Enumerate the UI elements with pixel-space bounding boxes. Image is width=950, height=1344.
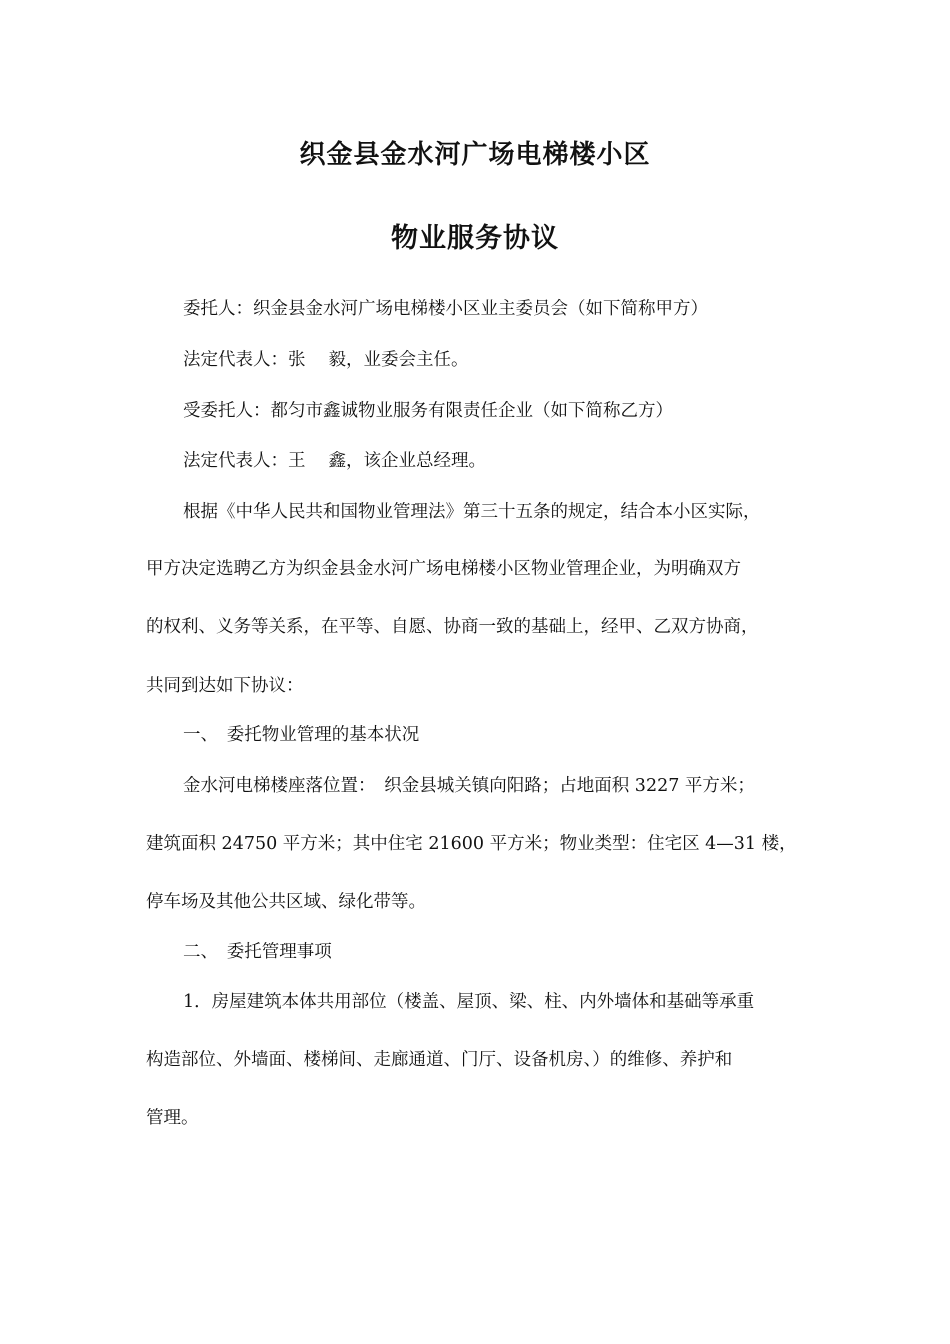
paragraph-basis-line4: 共同到达如下协议： <box>146 676 304 696</box>
paragraph-basis-line2: 甲方决定选聘乙方为织金县金水河广场电梯楼小区物业管理企业，为明确双方 <box>146 559 741 579</box>
paragraph-item1-line2: 构造部位、外墙面、楼梯间、走廊通道、门厅、设备机房、）的维修、养护和 <box>146 1050 733 1070</box>
paragraph-basis-line1: 根据《中华人民共和国物业管理法》第三十五条的规定，结合本小区实际， <box>183 502 761 522</box>
paragraph-location-line3: 停车场及其他公共区域、绿化带等。 <box>146 892 426 912</box>
paragraph-principal-representative: 法定代表人：张 毅，业委会主任。 <box>183 350 469 370</box>
paragraph-agent-representative: 法定代表人：王 鑫，该企业总经理。 <box>183 451 487 471</box>
paragraph-principal: 委托人：织金县金水河广场电梯楼小区业主委员会（如下简称甲方） <box>183 299 708 319</box>
section-heading-2: 二、 委托管理事项 <box>183 942 332 962</box>
document-title-line1: 织金县金水河广场电梯楼小区 <box>299 140 651 170</box>
paragraph-location-line1: 金水河电梯楼座落位置： 织金县城关镇向阳路；占地面积 3227 平方米； <box>183 776 755 796</box>
paragraph-item1-line1: 1．房屋建筑本体共用部位（楼盖、屋顶、梁、柱、内外墙体和基础等承重 <box>183 992 755 1012</box>
section-heading-1: 一、 委托物业管理的基本状况 <box>183 725 420 745</box>
paragraph-agent: 受委托人：都匀市鑫诚物业服务有限责任企业（如下简称乙方） <box>183 401 673 421</box>
paragraph-location-line2: 建筑面积 24750 平方米；其中住宅 21600 平方米；物业类型：住宅区 4—31 楼， <box>146 834 797 854</box>
document-title-line2: 物业服务协议 <box>391 223 559 254</box>
paragraph-basis-line3: 的权利、义务等关系，在平等、自愿、协商一致的基础上，经甲、乙双方协商， <box>146 617 759 637</box>
paragraph-item1-line3: 管理。 <box>146 1108 199 1128</box>
